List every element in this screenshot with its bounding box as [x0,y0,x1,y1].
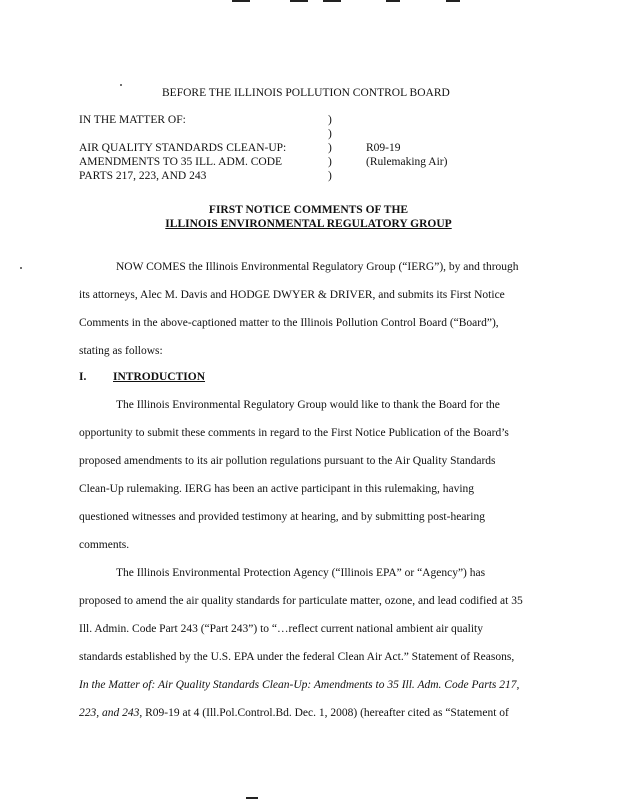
para1-line-6: comments. [79,539,130,551]
para1-line-1: The Illinois Environmental Regulatory Group would like to thank the Board for the [116,399,500,411]
scan-mark-top-3 [323,0,341,2]
matter-line-3: PARTS 217, 223, AND 243 [79,170,207,182]
scan-mark-top-1 [232,0,250,2]
matter-line-1: AIR QUALITY STANDARDS CLEAN-UP: [79,142,287,154]
docket-type: (Rulemaking Air) [366,156,448,168]
caption-paren: ) [328,114,332,126]
para2-case-citation: In the Matter of: Air Quality Standards Clean-Up: Amendments to 35 Ill. Adm. Code Parts 217, [79,679,520,691]
para2-line-3: Ill. Admin. Code Part 243 (“Part 243”) to “…reflect current national ambient air quality [79,623,483,635]
para2-line-4: standards established by the U.S. EPA under the federal Clean Air Act.” Statement of Reasons, [79,651,515,663]
para1-line-3: proposed amendments to its air pollution regulations pursuant to the Air Quality Standards [79,455,496,467]
matter-line-2: AMENDMENTS TO 35 ILL. ADM. CODE [79,156,283,168]
intro-line-1: NOW COMES the Illinois Environmental Regulatory Group (“IERG”), by and through [116,261,519,273]
para1-line-2: opportunity to submit these comments in regard to the First Notice Publication of the Board’s [79,427,509,439]
document-heading-line-2: ILLINOIS ENVIRONMENTAL REGULATORY GROUP [165,218,452,230]
intro-line-2: its attorneys, Alec M. Davis and HODGE DWYER & DRIVER, and submits its First Notice [79,289,505,301]
scan-dot-left [20,267,22,269]
caption-paren: ) [328,156,332,168]
in-the-matter-label: IN THE MATTER OF: [79,114,186,126]
para1-line-5: questioned witnesses and provided testimony at hearing, and by submitting post-hearing [79,511,485,523]
intro-line-4: stating as follows: [79,345,163,357]
scan-mark-top-4 [386,0,400,2]
para2-line-2: proposed to amend the air quality standards for particulate matter, ozone, and lead codified at 35 [79,595,523,607]
intro-line-3: Comments in the above-captioned matter to the Illinois Pollution Control Board (“Board”), [79,317,499,329]
section-number: I. [79,371,87,383]
scan-mark-top-5 [446,0,460,2]
caption-paren: ) [328,170,332,182]
scan-mark-top-2 [290,0,308,2]
section-title: INTRODUCTION [113,371,206,383]
scan-dot [120,84,122,86]
board-title: BEFORE THE ILLINOIS POLLUTION CONTROL BOARD [162,87,450,99]
scan-mark-bottom [246,797,258,799]
para2-line-6 [79,706,509,720]
para2-line-6-rest: , R09-19 at 4 (Ill.Pol.Control.Bd. Dec. 1, 2008) (hereafter cited as “Statement of [139,707,509,719]
para2-line-1: The Illinois Environmental Protection Agency (“Illinois EPA” or “Agency”) has [116,567,486,579]
para2-case-parts: 223, and 243 [79,707,140,719]
docket-number: R09-19 [366,142,401,154]
caption-paren: ) [328,142,332,154]
document-heading-line-1: FIRST NOTICE COMMENTS OF THE [208,204,409,216]
para1-line-4: Clean-Up rulemaking. IERG has been an active participant in this rulemaking, having [79,483,475,495]
caption-paren: ) [328,128,332,140]
